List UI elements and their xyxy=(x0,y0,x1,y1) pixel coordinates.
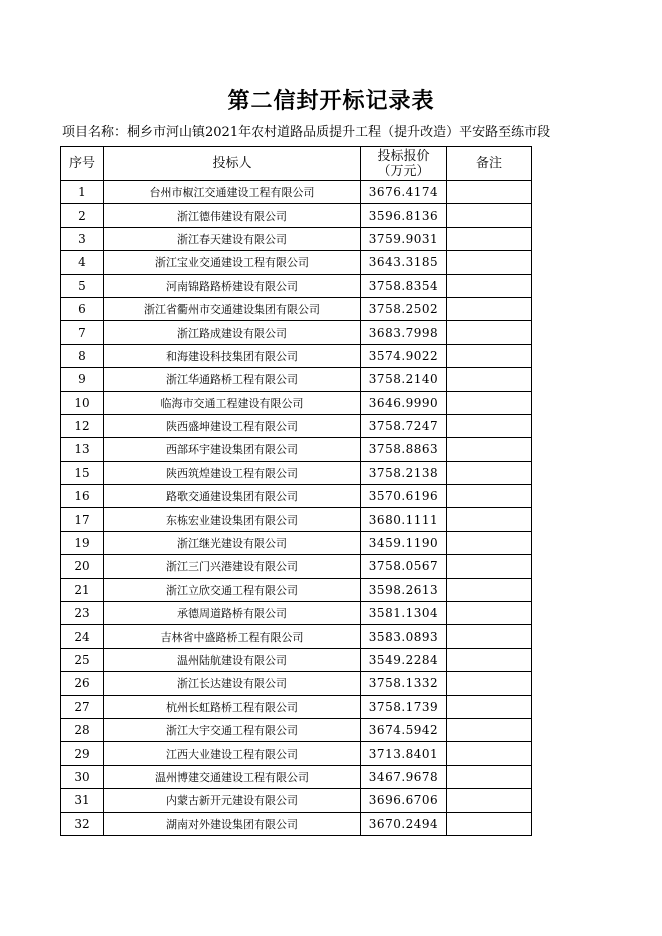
table-row xyxy=(61,812,532,835)
row-remark xyxy=(447,695,532,718)
row-bidder: 临海市交通工程建设有限公司 xyxy=(104,391,361,414)
row-remark xyxy=(447,718,532,741)
row-seq: 7 xyxy=(61,321,104,344)
table-row xyxy=(61,742,532,765)
row-price: 3581.1304 xyxy=(361,602,447,625)
project-name-line: 项目名称：桐乡市河山镇2021年农村道路品质提升工程（提升改造）平安路至练市段 xyxy=(62,125,551,140)
table-row xyxy=(61,672,532,695)
table-row xyxy=(61,297,532,320)
row-price: 3680.1111 xyxy=(361,508,447,531)
row-seq: 30 xyxy=(61,765,104,788)
row-remark xyxy=(447,555,532,578)
header-price xyxy=(361,147,447,181)
row-price: 3670.2494 xyxy=(361,812,447,835)
row-remark xyxy=(447,391,532,414)
row-price: 3758.7247 xyxy=(361,414,447,437)
header-seq: 序号 xyxy=(61,147,104,181)
row-seq: 31 xyxy=(61,789,104,812)
header-price-line2: （万元） xyxy=(377,163,430,179)
table-row xyxy=(61,251,532,274)
row-seq: 13 xyxy=(61,438,104,461)
row-remark xyxy=(447,438,532,461)
page-title: 第二信封开标记录表 xyxy=(227,89,435,114)
row-seq: 15 xyxy=(61,461,104,484)
row-price: 3758.2502 xyxy=(361,297,447,320)
row-seq: 16 xyxy=(61,485,104,508)
table-row xyxy=(61,461,532,484)
row-remark xyxy=(447,485,532,508)
row-remark xyxy=(447,625,532,648)
row-seq: 2 xyxy=(61,204,104,227)
row-bidder: 浙江路成建设有限公司 xyxy=(104,321,361,344)
row-price: 3549.2284 xyxy=(361,648,447,671)
row-price: 3758.8863 xyxy=(361,438,447,461)
row-remark xyxy=(447,461,532,484)
row-remark xyxy=(447,789,532,812)
table-row xyxy=(61,204,532,227)
row-remark xyxy=(447,648,532,671)
row-remark xyxy=(447,602,532,625)
table-row xyxy=(61,695,532,718)
table-row xyxy=(61,344,532,367)
row-seq: 1 xyxy=(61,181,104,204)
row-price: 3758.8354 xyxy=(361,274,447,297)
table-header-row xyxy=(61,147,532,181)
row-bidder: 台州市椒江交通建设工程有限公司 xyxy=(104,181,361,204)
row-price: 3574.9022 xyxy=(361,344,447,367)
row-seq: 6 xyxy=(61,297,104,320)
row-remark xyxy=(447,578,532,601)
table-row xyxy=(61,648,532,671)
row-bidder: 浙江大宇交通工程有限公司 xyxy=(104,718,361,741)
row-price: 3758.2140 xyxy=(361,368,447,391)
row-price: 3459.1190 xyxy=(361,531,447,554)
row-seq: 3 xyxy=(61,227,104,250)
table-row xyxy=(61,602,532,625)
row-bidder: 杭州长虹路桥工程有限公司 xyxy=(104,695,361,718)
table-row xyxy=(61,368,532,391)
row-price: 3683.7998 xyxy=(361,321,447,344)
row-bidder: 浙江华通路桥工程有限公司 xyxy=(104,368,361,391)
row-seq: 21 xyxy=(61,578,104,601)
table-row xyxy=(61,181,532,204)
table-row xyxy=(61,718,532,741)
row-price: 3676.4174 xyxy=(361,181,447,204)
table-row xyxy=(61,485,532,508)
table-row xyxy=(61,531,532,554)
row-seq: 4 xyxy=(61,251,104,274)
table-row xyxy=(61,414,532,437)
row-seq: 12 xyxy=(61,414,104,437)
row-price: 3596.8136 xyxy=(361,204,447,227)
row-remark xyxy=(447,251,532,274)
table-row xyxy=(61,321,532,344)
row-bidder: 陕西盛坤建设工程有限公司 xyxy=(104,414,361,437)
row-bidder: 温州博建交通建设工程有限公司 xyxy=(104,765,361,788)
table-row xyxy=(61,508,532,531)
row-bidder: 浙江长达建设有限公司 xyxy=(104,672,361,695)
row-price: 3570.6196 xyxy=(361,485,447,508)
row-remark xyxy=(447,812,532,835)
row-bidder: 和海建设科技集团有限公司 xyxy=(104,344,361,367)
row-price: 3696.6706 xyxy=(361,789,447,812)
header-price-line1: 投标报价 xyxy=(377,148,430,164)
table-row xyxy=(61,765,532,788)
row-price: 3758.0567 xyxy=(361,555,447,578)
row-bidder: 浙江宝业交通建设工程有限公司 xyxy=(104,251,361,274)
row-price: 3583.0893 xyxy=(361,625,447,648)
row-seq: 32 xyxy=(61,812,104,835)
row-price: 3674.5942 xyxy=(361,718,447,741)
row-remark xyxy=(447,765,532,788)
row-bidder: 陕西筑煌建设工程有限公司 xyxy=(104,461,361,484)
row-bidder: 湖南对外建设集团有限公司 xyxy=(104,812,361,835)
row-seq: 10 xyxy=(61,391,104,414)
row-seq: 25 xyxy=(61,648,104,671)
row-price: 3598.2613 xyxy=(361,578,447,601)
row-price: 3467.9678 xyxy=(361,765,447,788)
row-bidder: 浙江省衢州市交通建设集团有限公司 xyxy=(104,297,361,320)
row-bidder: 西部环宇建设集团有限公司 xyxy=(104,438,361,461)
row-remark xyxy=(447,344,532,367)
row-bidder: 浙江三门兴港建设有限公司 xyxy=(104,555,361,578)
header-bidder: 投标人 xyxy=(104,147,361,181)
bid-record-table xyxy=(60,146,532,836)
row-bidder: 承德周道路桥有限公司 xyxy=(104,602,361,625)
row-remark xyxy=(447,297,532,320)
row-remark xyxy=(447,321,532,344)
row-seq: 27 xyxy=(61,695,104,718)
row-price: 3758.1739 xyxy=(361,695,447,718)
table-row xyxy=(61,438,532,461)
row-seq: 26 xyxy=(61,672,104,695)
row-remark xyxy=(447,204,532,227)
row-seq: 20 xyxy=(61,555,104,578)
row-bidder: 河南锦路路桥建设有限公司 xyxy=(104,274,361,297)
row-remark xyxy=(447,181,532,204)
row-remark xyxy=(447,531,532,554)
row-seq: 19 xyxy=(61,531,104,554)
table-row xyxy=(61,625,532,648)
row-seq: 8 xyxy=(61,344,104,367)
row-remark xyxy=(447,414,532,437)
header-remark: 备注 xyxy=(447,147,532,181)
row-bidder: 江西大业建设工程有限公司 xyxy=(104,742,361,765)
row-bidder: 温州陆航建设有限公司 xyxy=(104,648,361,671)
table-row xyxy=(61,578,532,601)
row-seq: 24 xyxy=(61,625,104,648)
row-seq: 28 xyxy=(61,718,104,741)
row-remark xyxy=(447,742,532,765)
table-row xyxy=(61,274,532,297)
row-bidder: 内蒙古新开元建设有限公司 xyxy=(104,789,361,812)
row-seq: 29 xyxy=(61,742,104,765)
table-row xyxy=(61,789,532,812)
row-remark xyxy=(447,227,532,250)
row-bidder: 路歌交通建设集团有限公司 xyxy=(104,485,361,508)
row-seq: 23 xyxy=(61,602,104,625)
row-bidder: 浙江继光建设有限公司 xyxy=(104,531,361,554)
row-bidder: 浙江德伟建设有限公司 xyxy=(104,204,361,227)
row-remark xyxy=(447,672,532,695)
row-seq: 9 xyxy=(61,368,104,391)
row-price: 3758.1332 xyxy=(361,672,447,695)
row-bidder: 浙江春天建设有限公司 xyxy=(104,227,361,250)
row-bidder: 浙江立欣交通工程有限公司 xyxy=(104,578,361,601)
table-row xyxy=(61,227,532,250)
row-price: 3713.8401 xyxy=(361,742,447,765)
row-seq: 17 xyxy=(61,508,104,531)
table-row xyxy=(61,555,532,578)
row-bidder: 东栋宏业建设集团有限公司 xyxy=(104,508,361,531)
row-price: 3759.9031 xyxy=(361,227,447,250)
row-remark xyxy=(447,508,532,531)
row-price: 3646.9990 xyxy=(361,391,447,414)
row-remark xyxy=(447,274,532,297)
row-price: 3643.3185 xyxy=(361,251,447,274)
row-price: 3758.2138 xyxy=(361,461,447,484)
row-remark xyxy=(447,368,532,391)
row-bidder: 吉林省中盛路桥工程有限公司 xyxy=(104,625,361,648)
table-row xyxy=(61,391,532,414)
row-seq: 5 xyxy=(61,274,104,297)
